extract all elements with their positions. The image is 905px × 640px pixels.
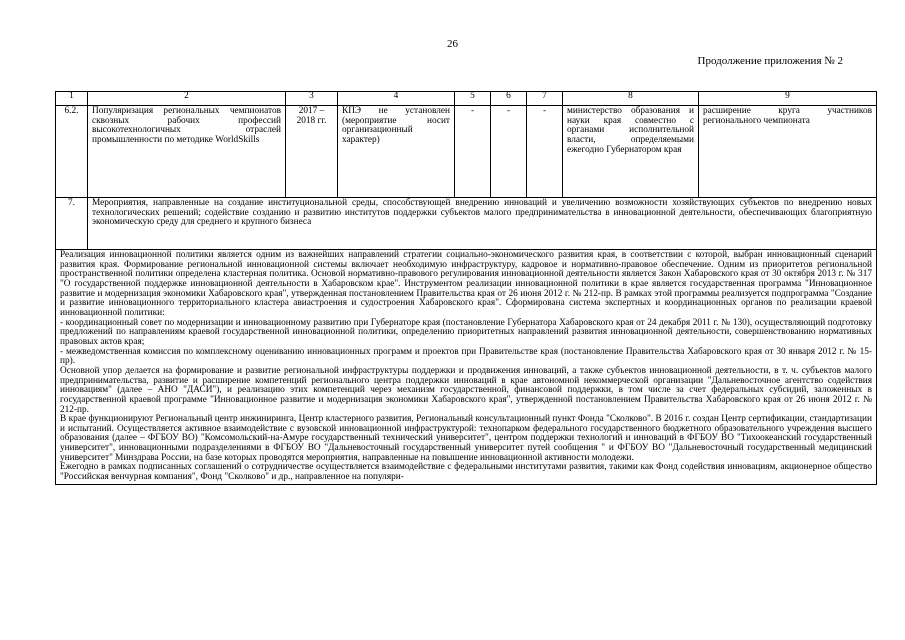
paragraph: Основной упор делается на формирование и развитие региональной инфраструктуры поддержки и продвижения инноваций, а также субъектов инновационной деятельности, в т. ч. субъектов малого предпринимательства, развитие и расширение компетенций регионального центра поддержки инноваций в крае автономной некоммерческой организации "Дальневосточное агентство содействия инновациям" (далее – АНО "ДАСИ"), и реализацию этих компетенций через механизм государственной, финансовой поддержки, в том числе за счет федеральных субсидий, заложенных в государственной краевой программе "Инновационное развитие и модернизация экономики Хабаровского края", утвержденной постановлением Правительства Хабаровского края от 26 июня 2012 г. № 212-пр. — [60, 365, 872, 415]
table-row — [56, 198, 877, 250]
program-table — [55, 91, 877, 485]
header-cell: 7 — [527, 92, 563, 106]
cell-col7: - — [527, 106, 563, 198]
measure-result: расширение круга участников регионального чемпионата — [699, 106, 877, 198]
paragraph: В крае функционируют Региональный центр инжиниринга, Центр кластерного развития, Региональный консультационный пункт Фонда "Сколково". В 2016 г. создан Центр сертификации, стандартизации и испытаний. Осуществляется активное взаимодействие с вузовской инновационной инфраструктурой: технопарком федерального государственного бюджетного образовательного учреждения высшего образования (далее – ФГБОУ ВО) "Комсомольский-на-Амуре государственный технический университет", центром поддержки технологий и инноваций в ФГБОУ ВО "Тихоокеанский государственный университет", инновационными подразделениями в ФГБОУ ВО "Дальневосточный государственный университет путей сообщения " и ФГБОУ ВО "Дальневосточный государственный медицинский университет" Минздрава России, на базе которых проводятся мероприятия, направленные на повышение инновационной активности молодежи. — [60, 414, 872, 463]
paragraph: Реализация инновационной политики является одним из важнейших направлений стратегии социально-экономического развития края, в соответствии с которой, выбран инновационный сценарий развития края. Формирование региональной инновационной системы включает необходимую инфраструктуру, кадровое и нормативно-правовое обеспечение. Одним из приоритетов региональной пространственной политики определена кластерная политика. Основой нормативно-правового регулирования инновационной деятельности является Закон Хабаровского края от 30 октября 2013 г. № 317 "О государственной поддержке инновационной деятельности в Хабаровском крае". Инструментом реализации инновационной политики в крае является государственная программа "Инновационное развитие и модернизация экономики Хабаровского края", утвержденная постановлением Правительства края от 26 июня 2012 г. № 212-пр. В рамках этой программы реализуется подпрограмма "Создание и развитие инновационного территориального кластера авиастроения и судостроения Хабаровского края". Сформирована система экспертных и координационных органов по реализации краевой инновационной политики: — [60, 250, 872, 318]
measure-executor: министерство образования и науки края совместно с органами исполнительной власти, определяемыми ежегодно Губернатором края — [563, 106, 699, 198]
row-number: 6.2. — [56, 106, 88, 198]
header-cell: 4 — [338, 92, 455, 106]
table-header-row — [56, 92, 877, 106]
header-cell: 2 — [88, 92, 286, 106]
page-number: 26 — [447, 38, 458, 50]
table-row — [56, 106, 877, 198]
section-description — [56, 250, 877, 485]
header-cell: 5 — [455, 92, 491, 106]
measure-period: 2017 – 2018 гг. — [286, 106, 338, 198]
cell-col5: - — [455, 106, 491, 198]
header-cell: 6 — [491, 92, 527, 106]
appendix-label: Продолжение приложения № 2 — [697, 55, 843, 67]
measure-kpe: КПЭ не установлен (мероприятие носит организационный характер) — [338, 106, 455, 198]
cell-col6: - — [491, 106, 527, 198]
table-row — [56, 250, 877, 485]
paragraph: - координационный совет по модернизации и инновационному развитию при Губернаторе края (постановление Губернатора Хабаровского края от 24 декабря 2011 г. № 130), осуществляющий подготовку предложений по направлениям краевой государственной инновационной политики, определению приоритетных направлений развития инновационной деятельности, совершенствованию нормативных правовых актов края; — [60, 317, 872, 347]
row-number: 7. — [56, 198, 88, 250]
header-cell: 9 — [699, 92, 877, 106]
paragraph: - межведомственная комиссия по комплексному оцениванию инновационных программ и проектов при Правительстве края (постановление Правительства Хабаровского края от 30 января 2012 г. № 15-пр). — [60, 346, 872, 367]
paragraph: Ежегодно в рамках подписанных соглашений о сотрудничестве осуществляется взаимодействие с федеральными институтами развития, такими как Фонд содействия инновациям, акционерное общество "Российская венчурная компания", Фонд "Сколково" и др., направленное на популяри- — [60, 462, 872, 483]
header-cell: 1 — [56, 92, 88, 106]
header-cell: 8 — [563, 92, 699, 106]
header-cell: 3 — [286, 92, 338, 106]
section-heading: Мероприятия, направленные на создание институциональной среды, способствующей внедрению инноваций и увеличению возможности хозяйствующих субъектов по внедрению новых технологических решений; содействие созданию и развитию институтов поддержки субъектов малого предпринимательства в инновационной деятельности, обеспечивающих благоприятную экономическую среду для среднего и крупного бизнеса — [88, 198, 877, 250]
measure-name: Популяризация региональных чемпионатов сквозных рабочих профессий высокотехнологичных отраслей промышленности по методике WorldSkills — [88, 106, 286, 198]
